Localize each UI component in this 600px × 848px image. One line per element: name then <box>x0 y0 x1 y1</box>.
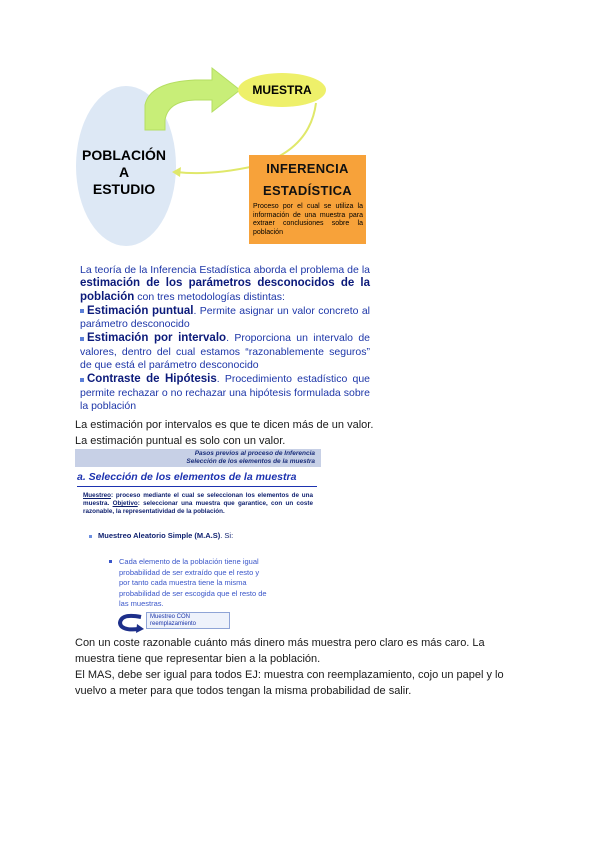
reemplazamiento-chip <box>146 612 230 629</box>
slide-header-line-2: Selección de los elementos de la muestra <box>186 458 315 465</box>
curved-return-arrow-icon <box>115 611 145 633</box>
inferencia-title-line-2: ESTADÍSTICA <box>262 183 352 198</box>
theory-item-title: Estimación por intervalo <box>87 332 227 345</box>
sampling-arrow <box>145 68 240 130</box>
mas-rest: . Si: <box>220 531 234 540</box>
slide-bullet-mas <box>89 531 233 540</box>
theory-item <box>80 373 370 413</box>
slide-title: a. Selección de los elementos de la muestra <box>77 471 297 483</box>
theory-item-text: . Permite asignar un valor concreto al parámetro desconocido <box>80 304 370 331</box>
slide-bullet-probability: Cada elemento de la población tiene igual probabilidad de ser extraído que el resto y por tanto cada muestra tiene la misma probabilidad de ser escogida que el resto de las muestras. <box>119 557 267 608</box>
chip-line-1: Muestreo CON <box>150 614 191 620</box>
paragraph-1-line-2: muestra tiene que representar bien a la población. <box>75 653 321 665</box>
slide-image <box>75 449 321 641</box>
objetivo-text: : seleccionar una muestra que garantice, con un coste razonable, la representatividad de la población. <box>83 500 313 515</box>
muestra-label: MUESTRA <box>252 83 312 97</box>
bullet-square-icon <box>80 378 84 382</box>
muestreo-label: Muestreo <box>83 492 111 499</box>
inference-diagram <box>0 0 600 250</box>
theory-intro-pre: La teoría de la Inferencia Estadística aborda el problema de la <box>80 264 370 276</box>
slide-description <box>83 492 313 516</box>
theory-item-text: . Proporciona un intervalo de valores, dentro del cual estamos “razonablemente seguros” de que está el parámetro desconocido <box>80 332 371 372</box>
bullet-square-icon <box>80 337 84 341</box>
inferencia-description: Proceso por el cual se utiliza la información de una muestra para extraer conclusiones sobre la población <box>253 203 363 236</box>
slide-header-text <box>75 450 315 466</box>
theory-item <box>80 305 370 332</box>
slide-title-rule <box>77 486 317 487</box>
inferencia-title <box>249 158 366 202</box>
theory-item-text: . Procedimiento estadístico que permite rechazar o no rechazar una hipótesis formulada sobre la población <box>80 373 370 412</box>
bullet-square-icon <box>89 535 92 538</box>
theory-item-title: Estimación puntual <box>87 304 194 317</box>
note-line-2: La estimación puntual es solo con un valor. <box>75 435 286 447</box>
theory-item-title: Contraste de Hipótesis <box>87 373 217 386</box>
slide-header-line-1: Pasos previos al proceso de Inferencia <box>194 450 315 457</box>
bullet-square-icon <box>109 560 112 563</box>
inferencia-title-line-1: INFERENCIA <box>266 161 349 176</box>
bullet-square-icon <box>80 309 84 313</box>
paragraph-1-line-1: Con un coste razonable cuánto más dinero más muestra pero claro es más caro. La <box>75 637 485 649</box>
poblacion-line-3: ESTUDIO <box>92 181 156 197</box>
theory-item <box>80 332 370 372</box>
theory-intro-post: con tres metodologías distintas: <box>134 290 285 303</box>
objetivo-label: Objetivo <box>112 500 138 507</box>
note-line-1: La estimación por intervalos es que te dicen más de un valor. <box>75 419 374 431</box>
paragraph-2-line-2: vuelvo a meter para que todos tengan la misma probabilidad de salir. <box>75 685 412 697</box>
paragraph-2-line-1: El MAS, debe ser igual para todos EJ: muestra con reemplazamiento, cojo un papel y lo <box>75 669 504 681</box>
mas-label: Muestreo Aleatorio Simple (M.A.S) <box>98 531 221 540</box>
inferencia-box <box>249 155 366 244</box>
slide-header <box>75 449 321 467</box>
theory-intro-bold: estimación de los parámetros desconocidos de la población <box>80 277 370 303</box>
theory-intro <box>80 264 370 304</box>
poblacion-line-1: POBLACIÓN <box>82 147 166 163</box>
chip-line-2: reemplazamiento <box>150 621 197 627</box>
poblacion-line-2: A <box>118 164 130 180</box>
theory-block <box>80 264 370 414</box>
muestreo-text: : proceso mediante el cual se seleccionan los elementos de una muestra. <box>83 492 313 507</box>
